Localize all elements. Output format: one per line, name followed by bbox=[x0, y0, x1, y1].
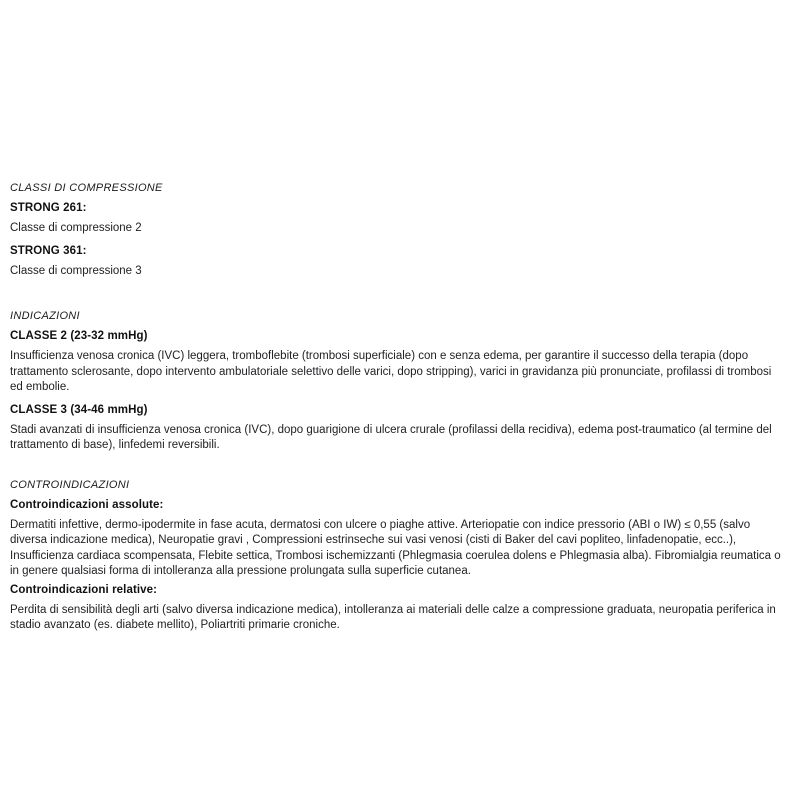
subhead-controindicazioni-assolute: Controindicazioni assolute: bbox=[10, 498, 164, 511]
subhead-classe-2-range: CLASSE 2 (23-32 mmHg) bbox=[10, 330, 148, 342]
section-heading: INDICAZIONI bbox=[10, 310, 80, 322]
section-controindicazioni bbox=[10, 479, 784, 634]
paragraph-indicazioni-classe-3: Stadi avanzati di insufficienza venosa cronica (IVC), dopo guarigione di ulcera crurale (profilassi della recidiva), edema post-traumatico (al termine del trattamento di base), linfedemi reversibili. bbox=[10, 423, 772, 451]
subhead-strong-361: STRONG 361: bbox=[10, 244, 87, 257]
body-classe-2: Classe di compressione 2 bbox=[10, 222, 142, 234]
paragraph-controindicazioni-assolute: Dermatiti infettive, dermo-ipodermite in fase acuta, dermatosi con ulcere o piaghe attive. Arteriopatie con indice pressorio (ABI o IW) ≤ 0,55 (salvo diversa indicazione medica), Neuropatie gravi , Compressioni estrinseche sui vasi venosi (cisti di Baker del cavi popliteo, linfadenopatie, ecc..), Insufficienza cardiaca scompensata, Flebite settica, Trombosi ischemizzanti (Phlegmasia coerulea dolens e Phlegmasia alba). Fibromialgia reumatica o in genere qualsiasi forma di intolleranza alla pressione prolungata sulla superficie cutanea. bbox=[10, 518, 781, 577]
section-heading: CONTROINDICAZIONI bbox=[10, 478, 130, 491]
paragraph-indicazioni-classe-2: Insufficienza venosa cronica (IVC) leggera, tromboflebite (trombosi superficiale) con e senza edema, per garantire il successo della terapia (dopo trattamento sclerosante, dopo intervento ambulatoriale selettivo delle varici, dopo stripping), varici in gravidanza più pronunciate, profilassi di trombosi ed embolie. bbox=[10, 350, 772, 393]
subhead-strong-261: STRONG 261: bbox=[10, 202, 87, 214]
section-heading: CLASSI DI COMPRESSIONE bbox=[10, 182, 163, 194]
paragraph-controindicazioni-relative: Perdita di sensibilità degli arti (salvo diversa indicazione medica), intolleranza ai materiali delle calze a compressione graduata, neuropatia periferica in stadio avanzato (es. diabete mellito), Poliartriti primarie croniche. bbox=[10, 603, 776, 631]
section-indicazioni bbox=[10, 310, 784, 454]
body-classe-3: Classe di compressione 3 bbox=[10, 264, 142, 277]
section-classi-di-compressione bbox=[10, 182, 784, 279]
subhead-classe-3-range: CLASSE 3 (34-46 mmHg) bbox=[10, 403, 148, 416]
document-body bbox=[10, 0, 784, 634]
subhead-controindicazioni-relative: Controindicazioni relative: bbox=[10, 583, 158, 596]
